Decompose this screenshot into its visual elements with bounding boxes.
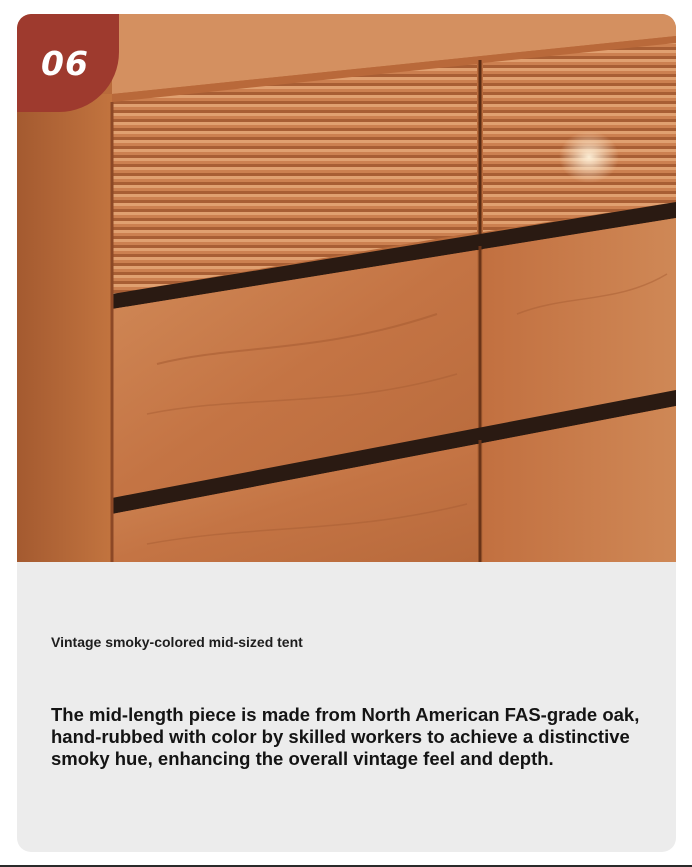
feature-subtitle: Vintage smoky-colored mid-sized tent	[51, 634, 303, 650]
feature-number-badge: 06	[17, 14, 119, 112]
product-feature-card	[17, 14, 676, 852]
feature-description: The mid-length piece is made from North American FAS-grade oak, hand-rubbed with color by skilled workers to achieve a distinctive smoky hue, enhancing the overall vintage feel and depth.	[51, 704, 640, 769]
dresser-photo	[17, 14, 676, 562]
